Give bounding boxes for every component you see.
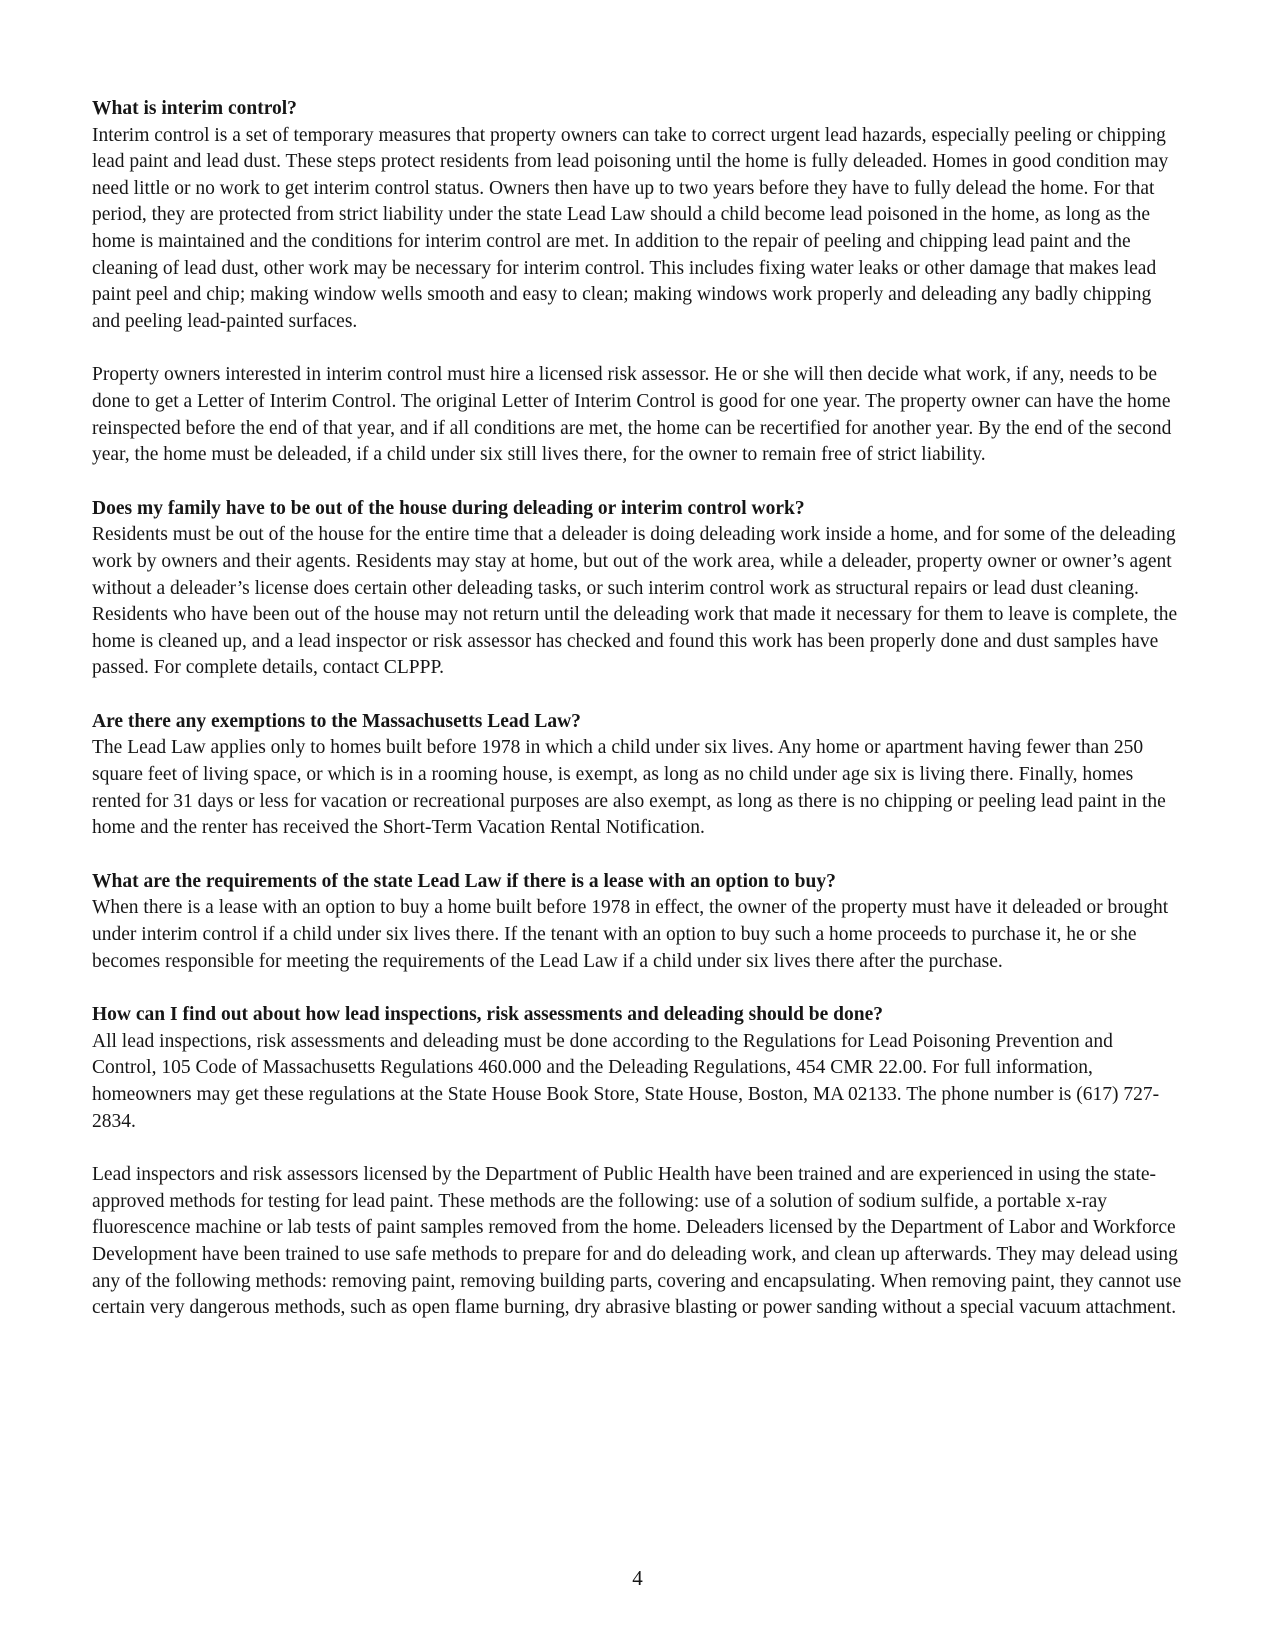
section-paragraph: Lead inspectors and risk assessors licensed by the Department of Public Health have been trained and are experienced in using the state-approved methods for testing for lead paint. These methods are the following: use of a solution of sodium sulfide, a portable x-ray fluorescence machine or lab tests of paint samples removed from the home. Deleaders licensed by the Department of Labor and Workforce Development have been trained to use safe methods to prepare for and do deleading work, and clean up afterwards. They may delead using any of the following methods: removing paint, removing building parts, covering and encapsulating. When removing paint, they cannot use certain very dangerous methods, such as open flame burning, dry abrasive blasting or power sanding without a special vacuum attachment. [92, 1164, 1182, 1319]
section-heading: What are the requirements of the state Lead Law if there is a lease with an option to buy? [92, 870, 836, 892]
section-paragraph: Property owners interested in interim control must hire a licensed risk assessor. He or she will then decide what work, if any, needs to be done to get a Letter of Interim Control. The original Letter of Interim Control is good for one year. The property owner can have the home reinspected before the end of that year, and if all conditions are met, the home can be recertified for another year. By the end of the second year, the home must be deleaded, if a child under six still lives there, for the owner to remain free of strict liability. [92, 364, 1172, 466]
section-family-out-of-house [92, 496, 1182, 682]
section-paragraph: Residents must be out of the house for the entire time that a deleader is doing deleading work inside a home, and for some of the deleading work by owners and their agents. Residents may stay at home, but out of the work area, while a deleader, property owner or owner’s agent without a deleader’s license does certain other deleading tasks, or such interim control work as structural repairs or lead dust cleaning. Residents who have been out of the house may not return until the deleading work that made it necessary for them to leave is complete, the home is cleaned up, and a lead inspector or risk assessor has checked and found this work has been properly done and dust samples have passed. For complete details, contact CLPPP. [92, 524, 1178, 679]
section-lease-option-to-buy [92, 869, 1182, 975]
section-paragraph: When there is a lease with an option to buy a home built before 1978 in effect, the owner of the property must have it deleaded or brought under interim control if a child under six lives there. If the tenant with an option to buy such a home proceeds to purchase it, he or she becomes responsible for meeting the requirements of the Lead Law if a child under six lives there after the purchase. [92, 897, 1169, 972]
section-paragraph: All lead inspections, risk assessments and deleading must be done according to the Regulations for Lead Poisoning Prevention and Control, 105 Code of Massachusetts Regulations 460.000 and the Deleading Regulations, 454 CMR 22.00. For full information, homeowners may get these regulations at the State House Book Store, State House, Boston, MA 02133. The phone number is (617) 727-2834. [92, 1030, 1160, 1132]
section-inspections-deleading [92, 1002, 1182, 1322]
section-interim-control [92, 96, 1182, 469]
section-paragraph: The Lead Law applies only to homes built before 1978 in which a child under six lives. Any home or apartment having fewer than 250 square feet of living space, or which is in a rooming house, is exempt, as long as no child under age six is living there. Finally, homes rented for 31 days or less for vacation or recreational purposes are also exempt, as long as there is no chipping or peeling lead paint in the home and the renter has received the Short-Term Vacation Rental Notification. [92, 737, 1166, 839]
section-paragraph: Interim control is a set of temporary measures that property owners can take to correct urgent lead hazards, especially peeling or chipping lead paint and lead dust. These steps protect residents from lead poisoning until the home is fully deleaded. Homes in good condition may need little or no work to get interim control status. Owners then have up to two years before they have to fully delead the home. For that period, they are protected from strict liability under the state Lead Law should a child become lead poisoned in the home, as long as the home is maintained and the conditions for interim control are met. In addition to the repair of peeling and chipping lead paint and the cleaning of lead dust, other work may be necessary for interim control. This includes fixing water leaks or other damage that makes lead paint peel and chip; making window wells smooth and easy to clean; making windows work properly and deleading any badly chipping and peeling lead-painted surfaces. [92, 124, 1169, 332]
section-heading: How can I find out about how lead inspections, risk assessments and deleading should be done? [92, 1004, 884, 1026]
page-number: 4 [632, 1566, 643, 1590]
section-heading: Are there any exemptions to the Massachusetts Lead Law? [92, 710, 581, 732]
document-body [92, 96, 1182, 1349]
section-heading: What is interim control? [92, 98, 297, 119]
section-exemptions [92, 709, 1182, 842]
section-heading: Does my family have to be out of the house during deleading or interim control work? [92, 497, 805, 519]
